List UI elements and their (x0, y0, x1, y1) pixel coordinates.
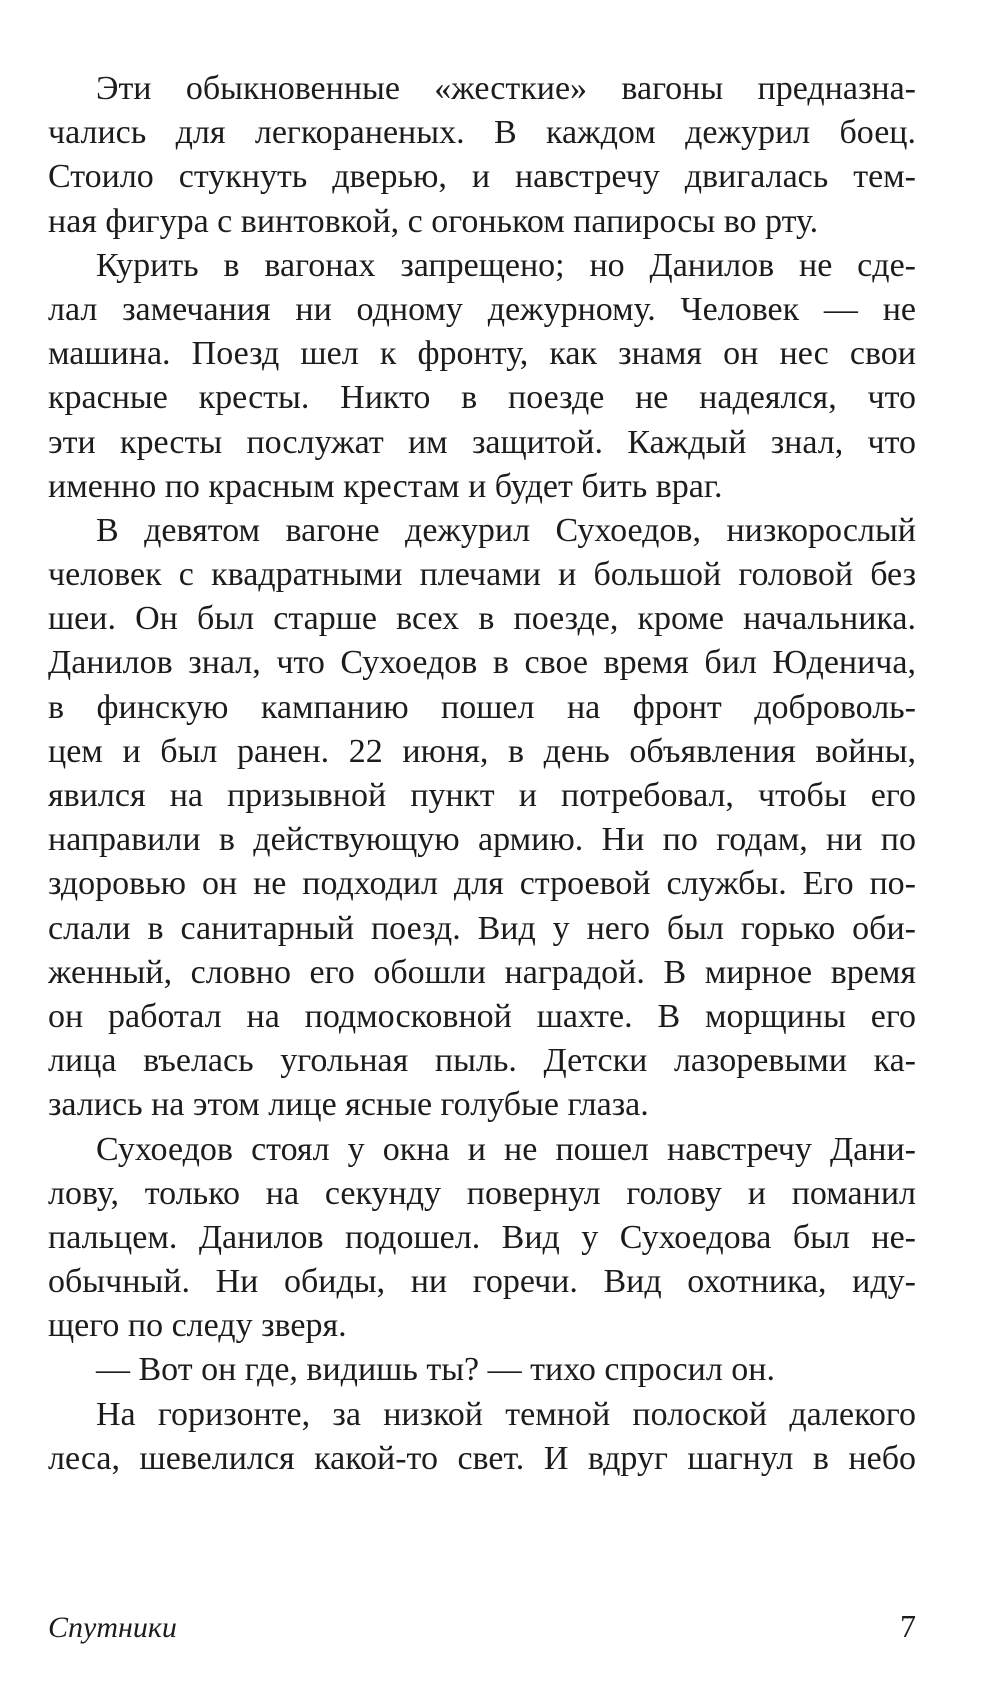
text-line: Эти обыкновенные «жесткие» вагоны предназна- (96, 70, 916, 107)
text-line: Курить в вагонах запрещено; но Данилов не сде- (96, 246, 916, 284)
text-line: лову, только на секунду повернул голову и поманил (48, 1174, 916, 1212)
text-line: Данилов знал, что Сухоедов в свое время бил Юденича, (48, 644, 916, 682)
text-line: в финскую кампанию пошел на фронт доброволь- (48, 688, 916, 726)
text-line: Сухоедов стоял у окна и не пошел навстречу Дани- (96, 1130, 916, 1168)
text-line: обычный. Ни обиды, ни горечи. Вид охотника, иду- (48, 1263, 916, 1301)
text-line: щего по следу зверя. (48, 1307, 347, 1345)
text-line: он работал на подмосковной шахте. В морщины его (48, 997, 916, 1035)
text-line: пальцем. Данилов подошел. Вид у Сухоедова был не- (48, 1218, 916, 1256)
text-line: машина. Поезд шел к фронту, как знамя он нес свои (48, 335, 916, 373)
body-text (48, 67, 916, 1481)
text-line: цем и был ранен. 22 июня, в день объявления войны, (48, 732, 916, 770)
text-line: слали в санитарный поезд. Вид у него был горько оби- (48, 909, 916, 947)
text-line: лал замечания ни одному дежурному. Человек — не (48, 290, 916, 328)
text-line: красные кресты. Никто в поезде не надеялся, что (48, 379, 916, 417)
text-line: явился на призывной пункт и потребовал, чтобы его (48, 777, 916, 814)
text-line: чались для легкораненых. В каждом дежурил боец. (48, 114, 916, 152)
text-line: леса, шевелился какой-то свет. И вдруг шагнул в небо (48, 1439, 916, 1477)
dialogue-line: — Вот он где, видишь ты? — тихо спросил он. (96, 1351, 775, 1389)
running-footer-title: Спутники (48, 1611, 177, 1644)
text-line: человек с квадратными плечами и большой головой без (48, 556, 916, 594)
text-line: именно по красным крестам и будет бить враг. (48, 467, 723, 505)
text-line: эти кресты послужат им защитой. Каждый знал, что (48, 423, 916, 461)
text-line: лица въелась угольная пыль. Детски лазоревыми ка- (48, 1042, 916, 1080)
text-line: зались на этом лице ясные голубые глаза. (48, 1086, 649, 1124)
text-line: направили в действующую армию. Ни по годам, ни по (48, 821, 916, 859)
text-line: шеи. Он был старше всех в поезде, кроме начальника. (48, 600, 916, 638)
text-line: ная фигура с винтовкой, с огоньком папиросы во рту. (48, 202, 819, 240)
text-line: В девятом вагоне дежурил Сухоедов, низкорослый (96, 511, 916, 549)
text-line: Стоило стукнуть дверью, и навстречу двигалась тем- (48, 158, 916, 196)
text-line: здоровью он не подходил для строевой службы. Его по- (48, 865, 916, 903)
text-line: женный, словно его обошли наградой. В мирное время (48, 953, 916, 991)
text-line: На горизонте, за низкой темной полоской далекого (96, 1395, 916, 1433)
page-number: 7 (900, 1608, 916, 1644)
